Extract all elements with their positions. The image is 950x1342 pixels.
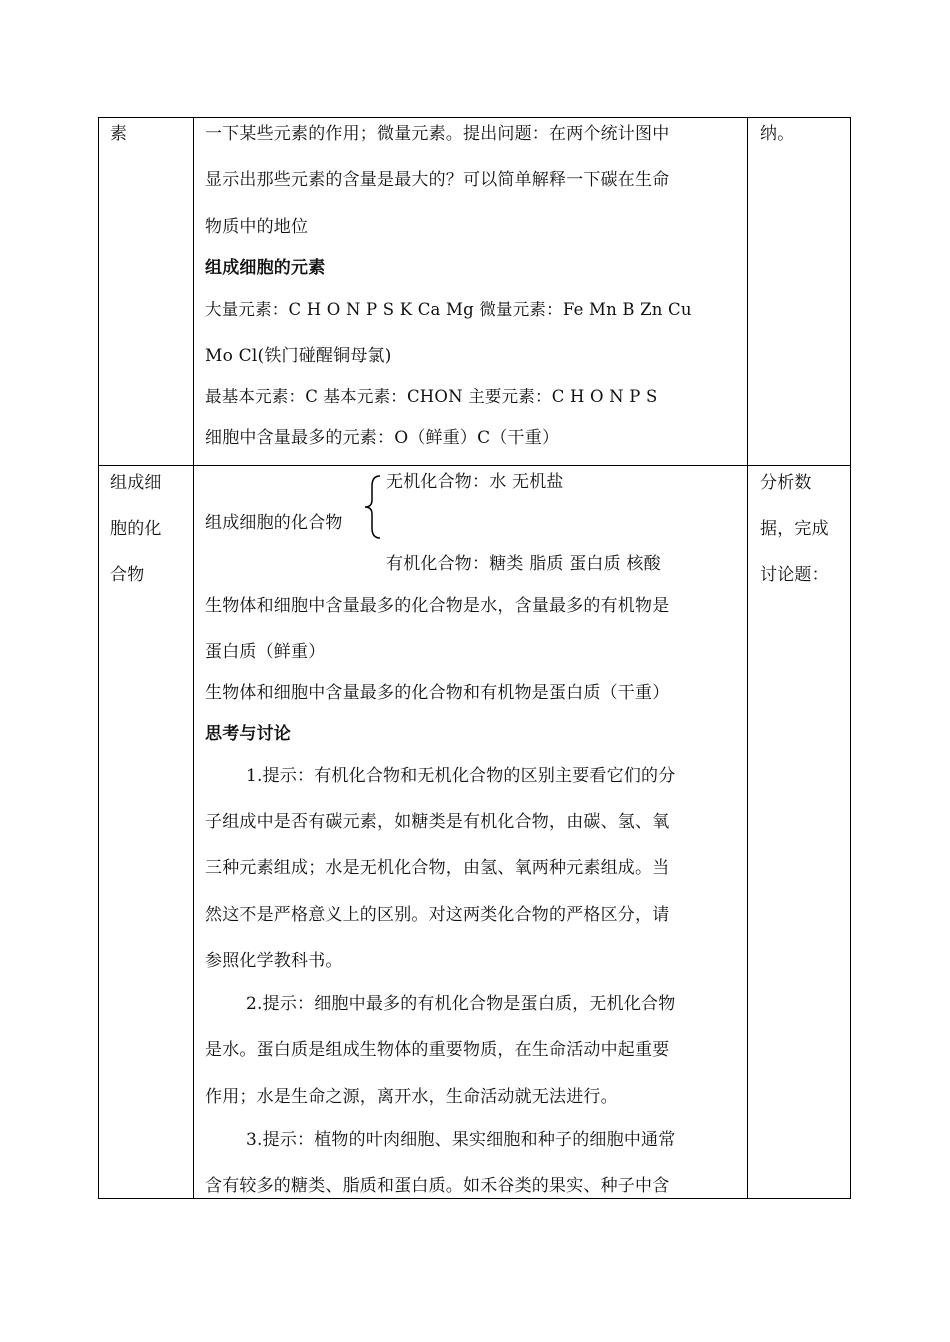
row1-topic: 素 [110, 124, 128, 144]
row2-activity-line: 据，完成 [760, 519, 829, 539]
row1-text-line: 显示出那些元素的含量是最大的？可以简单解释一下碳在生命 [205, 170, 670, 190]
item1-line: 三种元素组成；水是无机化合物，由氢、氧两种元素组成。当 [205, 858, 670, 878]
elements-heading: 组成细胞的元素 [205, 258, 326, 278]
basic-elements-line: 最基本元素：C 基本元素：CHON 主要元素：C H O N P S [205, 387, 658, 406]
row2-topic-line: 胞的化 [110, 519, 162, 539]
item2-line: 2.提示：细胞中最多的有机化合物是蛋白质，无机化合物 [246, 994, 676, 1014]
fact-protein: 生物体和细胞中含量最多的化合物和有机物是蛋白质（干重） [205, 683, 670, 703]
row2-topic-line: 组成细 [110, 473, 162, 493]
column-divider-1 [193, 118, 194, 1198]
row2-activity-line: 讨论题： [760, 565, 829, 585]
item3-line: 3.提示：植物的叶肉细胞、果实细胞和种子的细胞中通常 [246, 1130, 676, 1150]
row2-activity-line: 分析数 [760, 473, 812, 493]
fact-water-cont: 蛋白质（鲜重） [205, 642, 326, 662]
organic-compounds: 有机化合物：糖类 脂质 蛋白质 核酸 [386, 554, 661, 574]
item1-line: 参照化学教科书。 [205, 951, 343, 971]
inorganic-compounds: 无机化合物：水 无机盐 [386, 472, 564, 492]
column-divider-2 [747, 118, 748, 1198]
item1-line: 子组成中是否有碳元素，如糖类是有机化合物，由碳、氢、氧 [205, 812, 670, 832]
item1-line: 然这不是严格意义上的区别。对这两类化合物的严格区分，请 [205, 905, 670, 925]
item2-line: 是水。蛋白质是组成生物体的重要物质，在生命活动中起重要 [205, 1040, 670, 1060]
row1-text-line: 一下某些元素的作用；微量元素。提出问题：在两个统计图中 [205, 124, 670, 144]
most-elements-line: 细胞中含量最多的元素：O（鲜重）C（干重） [205, 428, 560, 448]
row1-text-line: 物质中的地位 [205, 217, 309, 237]
item2-line: 作用；水是生命之源，离开水，生命活动就无法进行。 [205, 1087, 618, 1107]
item3-line: 含有较多的糖类、脂质和蛋白质。如禾谷类的果实、种子中含 [205, 1176, 670, 1196]
row1-activity: 纳。 [760, 124, 795, 144]
discussion-heading: 思考与讨论 [205, 724, 291, 744]
major-elements-cont: Mo Cl(铁门碰醒铜母氯) [205, 346, 392, 366]
fact-water: 生物体和细胞中含量最多的化合物是水，含量最多的有机物是 [205, 596, 670, 616]
row2-topic-line: 合物 [110, 565, 145, 585]
item1-line: 1.提示：有机化合物和无机化合物的区别主要看它们的分 [246, 766, 676, 786]
compound-label: 组成细胞的化合物 [205, 513, 343, 533]
row-divider [99, 465, 850, 466]
brace-icon [362, 474, 384, 540]
major-elements-line: 大量元素：C H O N P S K Ca Mg 微量元素：Fe Mn B Zn Cu [205, 300, 692, 319]
